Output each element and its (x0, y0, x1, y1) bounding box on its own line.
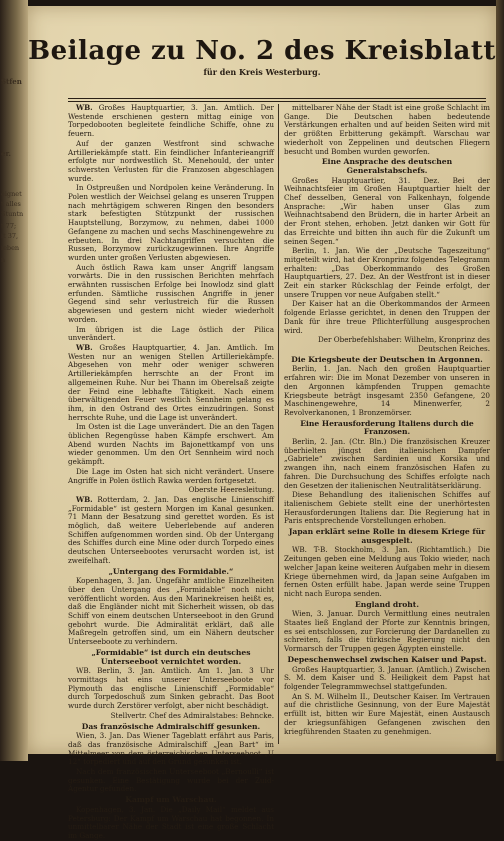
article-headline: „Untergang des Formidable.“ (108, 566, 234, 576)
article-headline: Das französische Admiralschiff gesunken. (81, 721, 261, 731)
article-paragraph: Kopenhagen, 3. Jan. Ungefähr amtliche Einzelheiten über den Untergang des „Formidable“ noch nicht veröffentlicht worden. Aus den Marinekreisen heißt es, daß die Engländer nicht mit Sicherheit wissen, ob das Schiff von einem deutschen Unterseeboot in den Grund gebohrt wurde. Die Admiralität erklärt, daß alle Maßregeln getroffen sind, um ein Nähern deutscher Unterseeboote zu verhindern. (68, 576, 274, 647)
article-paragraph: Berlin, 1. Jan. Nach den großen Hauptquartier erfahren wir: Die im Monat Dezember von unseren in den Argonnen kämpfenden Truppen gemachte Kriegsbeute beträgt insgesamt 2350 Gefangene, 20 Maschinengewehre, 14 Minenwerfer, 2 Revolverkanonen, 1 Bronzemörser. (284, 364, 490, 417)
newspaper-page (28, 6, 496, 840)
left-column (68, 103, 274, 840)
article-headline: Depeschenwechsel zwischen Kaiser und Papst. (287, 654, 487, 664)
dispatch-lead: WB. (76, 103, 93, 112)
page-subtitle: für den Kreis Westerburg. (203, 67, 321, 77)
masthead-rule-double (68, 101, 486, 102)
article-paragraph: WB. Berlin, 3. Jan. Amtlich. Am 1. Jan. 3 Uhr vormittags hat eins unserer Unterseeboote vor Plymouth das englische Linienschiff „Formidable“ durch Torpedoschuß zum Sinken gebracht. Das Boot wurde durch Zerstörer verfolgt, aber nicht beschädigt. (68, 666, 274, 711)
article-paragraph: WB. T-B. Stockholm, 3. Jan. (Richtamtlich.) Die Zeitungen geben eine Meldung aus Tokio wieder, nach welcher Japan keine weiteren Aufgaben mehr in diesem Kriege übernehmen wird, da Japan seine Aufgaben im fernen Osten erfüllt habe. Japan werde seine Truppen nicht nach Europa senden. (284, 545, 490, 598)
article-paragraph: Großes Hauptquartier, 3. Januar. (Amtlich.) Zwischen S. M. dem Kaiser und S. Heiligkeit dem Papst hat folgender Telegrammwechsel stattgefunden. (284, 664, 490, 691)
article-paragraph: Berlin, 2. Jan. (Ctr. Bln.) Die französischen Kreuzer überhielten jüngst den italienischen Dampfer „Gabriele“ zwischen Sardinien und Korsika und zwangen ihn, nach einem französischen Hafen zu fahren. Die Durchsuchung des Schiffes erfolgte nach den Gesetzen der italienischen Neutralitätserklärung. (284, 437, 490, 490)
masthead-rule (68, 98, 486, 99)
dispatch-paragraph (68, 496, 274, 566)
article-paragraph: mittelbarer Nähe der Stadt ist eine große Schlacht im Gange. Die Deutschen haben bedeutende Verstärkungen erhalten und auf beiden Seiten wird mit der größten Erbitterung gekämpft. Warschau war wiederholt von Zeppelinen und deutschen Fliegern besucht und Bomben wurden geworfen. (284, 103, 490, 156)
article-paragraph: Der Kaiser hat an die Oberkommandos der Armeen folgende Erlasse gerichtet, in denen den Truppen der Dank für ihre treue Pflichterfüllung ausgesprochen wird. (284, 299, 490, 335)
article-paragraph: Diese Behandlung des italienischen Schiffes auf italienischem Gebiete stellt eine der unerhörtesten Herausforderungen Italiens dar. Die Regierung hat in Paris entsprechende Vorstellungen erhoben. (284, 490, 490, 526)
article-headline: Eine Ansprache des deutschen Generalstabschefs. (321, 157, 453, 175)
edge-text-fragment: ieben (1, 244, 20, 252)
dispatch-paragraph (68, 104, 274, 139)
article-headline: Japan erklärt seine Rolle in diesem Kriege für ausgespielt. (288, 527, 486, 545)
article-paragraph: Berlin, 1. Jan. Wie der „Deutsche Tageszeitung“ mitgeteilt wird, hat der Kronprinz folgendes Telegramm erhalten: „Das Oberkommando des Großen Hauptquartiers, 27. Dez. An der Westfront ist in dieser Zeit ein starker Rückschlag der Feinde erfolgt, der unsere Truppen vor neue Aufgaben stellt.“ (284, 246, 490, 299)
adjacent-page-edge (0, 0, 28, 761)
article-headline: Kampf um Warschau. (125, 795, 217, 805)
column-divider (278, 104, 279, 744)
page-title: Beilage zu No. 2 des Kreisblatt (28, 36, 496, 66)
edge-text-fragment: t 77; (1, 222, 17, 230)
dispatch-lead: WB. (76, 342, 93, 352)
article-paragraph: An S. M. Wilhelm II., Deutscher Kaiser. Im Vertrauen auf die christliche Gesinnung, von der Eure Majestät erfüllt ist, bitten wir Eure Majestät, einen Austausch der kriegsunfähigen Gefangenen zwischen den kriegführenden Staaten zu genehmigen. (284, 691, 490, 736)
edge-text-fragment: Stuntn (1, 210, 24, 218)
edge-text-fragment: t alles (1, 200, 21, 208)
article-paragraph: Kopenhagen, 3. Jan. Die „Daily Mail“ meldet aus Petersburg: Der Kampf um Warschau hat begonnen. In unmittelbarer Nähe der Stadt ist eine große Schlacht im Gange. (68, 804, 274, 840)
article-paragraph: Auf der ganzen Westfront sind schwache Artilleriekämpfe statt. Ein feindlicher Infanterieangriff erfolgte nur nordwestlich St. Menehould, der unter schwersten Verlusten für die Franzosen abgeschlagen wurde. (68, 138, 274, 183)
edge-text-fragment: er. (1, 149, 11, 158)
dispatch-body: Rotterdam, 2. Jan. Das englische Linienschiff „Formidable“ ist gestern Morgen im Kanal gesunken. 71 Mann der Besatzung sind gerettet worden. Es ist möglich, daß weitere Ueberlebende auf anderen Schiffen aufgenommen worden sind. Ob der Untergang des Schiffes durch eine Mine oder durch Torpedo eines deutschen Unterseebootes verursacht worden ist, ist zweifelhaft. (68, 494, 274, 565)
edge-text-fragment: Stfen (1, 77, 22, 86)
signature-line: Stellvertr. Chef des Admiralstabes: Behncke. (110, 710, 274, 720)
edge-text-fragment: it 37, (1, 232, 19, 240)
article-paragraph: Großes Hauptquartier, 31. Dez. Bei der Weihnachtsfeier im Großen Hauptquartier hielt der Chef desselben, General von Falkenhayn, folgende Ansprache: „Wir haben unser Glas zum Weihnachtsabend den Brüdern, die in harter Arbeit an der Front stehen, erhoben. Jetzt danken wir Gott für das Erreichte und bitten ihn auch für die Zukunft um seinen Segen.“ (284, 175, 490, 246)
dispatch-body: Großes Hauptquartier, 4. Jan. Amtlich. Im Westen nur an wenigen Stellen Artilleriekämpfe. Abgesehen von mehr oder weniger schweren Artilleriekämpfen herrschte an der Front im allgemeinen Ruhe. Nur bei Thann im Oberelsaß zeigte der Feind eine lebhafte Tätigkeit. Nach einem überwältigenden Feuer westlich Sennheim gelang es ihm, in den Ostrand des Ortes einzudringen. Sonst herrschte Ruhe, und die Lage ist unverändert. (68, 342, 274, 422)
dispatch-lead: WB. (76, 494, 93, 504)
edge-text-fragment: eignet (1, 190, 22, 198)
article-paragraph: In Ostpreußen und Nordpolen keine Veränderung. In Polen westlich der Weichsel gelang es unseren Truppen nach mehrtägigem schweren Ringen den besonders stark befestigten Stützpunkt der russischen Hauptstellung, Borzymow, zu nehmen, dabei 1000 Gefangene zu machen und sechs Maschinengewehre zu erbeuten. In drei Nachtangriffen versuchten die Russen, Borzymow zurückzugewinnen. Ihre Angriffe wurden unter großen Verlusten abgewiesen. (68, 183, 274, 262)
dispatch-body: Großes Hauptquartier, 3. Jan. Amtlich. Der Westende erschienen gestern mittag einige von Torpedobooten begleitete feindliche Schiffe, ohne zu feuern. (68, 103, 274, 139)
article-paragraph: Auch östlich Rawa kam unser Angriff langsam vorwärts. Die in den russischen Berichten mehrfach erwähnten russischen Erfolge bei Inowlodz sind glatt erfunden. Sämtliche russischen Angriffe in jener Gegend sind sehr verlustreich für die Russen abgewiesen und gestern nicht wieder wiederholt worden. (68, 262, 274, 324)
edge-text-fragment: n (1, 256, 6, 264)
binding-edge (496, 0, 504, 761)
dispatch-paragraph (68, 344, 274, 422)
article-paragraph: Wien, 3. Januar. Durch Vermittlung eines neutralen Staates ließ England der Pforte zur Kenntnis bringen, es sei entschlossen, zur Forcierung der Dardanellen zu schreiten, falls die türkische Regierung nicht den Vormarsch der Truppen gegen Ägypten einstelle. (284, 609, 490, 654)
article-headline: England droht. (355, 599, 419, 609)
right-column (284, 104, 490, 749)
article-headline: Eine Herausforderung Italiens durch die Franzosen. (300, 418, 474, 437)
article-headline: „Formidable“ ist durch ein deutsches Unterseeboot vernichtet worden. (91, 647, 251, 666)
article-paragraph: Im Osten ist die Lage unverändert. Die an den Tagen üblichen Regengüsse haben Kämpfe erschwert. Am Abend wurden Nachts im Bajonettkampf von uns wieder genommen. Um den Ort Sennheim wird noch gekämpft. (68, 422, 274, 467)
article-paragraph: Die Lage im Osten hat sich nicht verändert. Unsere Angriffe in Polen östlich Rawka werden fortgesetzt. (68, 466, 274, 485)
article-paragraph: Im übrigen ist die Lage östlich der Pilica unverändert. (68, 324, 274, 343)
signature-line: Der Oberbefehlshaber: Wilhelm, Kronprinz des Deutschen Reiches. (318, 335, 490, 353)
article-paragraph: Nach dem französischen Unterseeboot „Bernoulli“ ist gesunken. Eine Bestätigung wurde bei der Zuid-Agentur gefunden. (68, 767, 274, 794)
article-paragraph: Wien, 3. Jan. Das Wiener Tageblatt erfährt aus Paris, daß das französische Admiralschiff „Jean Bart“ im Mittelmeer von dem österreichischen Unterseeboot „U 12“ torpediert und auf den Grund gesunken ist. (68, 731, 274, 767)
article-headline: Die Kriegsbeute der Deutschen in Argonnen. (291, 354, 483, 364)
masthead (28, 36, 496, 77)
signature-line: Oberste Heeresleitung. (188, 485, 274, 495)
